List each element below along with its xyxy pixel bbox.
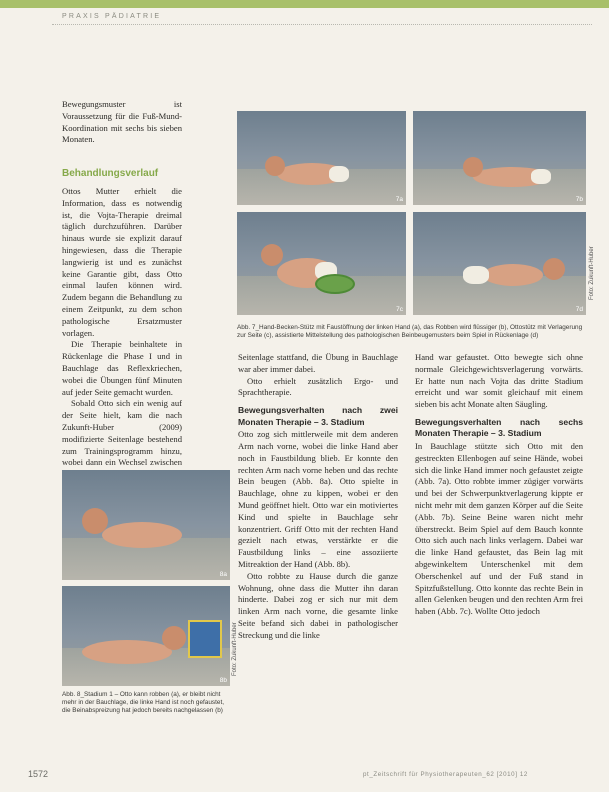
- paragraph: Die Therapie beinhaltete in Rückenlage die Phase I und in Bauchlage das Reflexkriechen, wobei die Übungen fünf Minuten auf jeder Seite gemacht wurden.: [62, 339, 182, 397]
- figure-label: 7c: [396, 306, 403, 313]
- header-divider: [52, 24, 592, 25]
- figure-7-caption: Abb. 7_Hand-Becken-Stütz mit Faustöffnung der linken Hand (a), das Robben wird flüssiger (b), Ottostütz mit Verlagerung zur Seite (c), assistierte Mittelstellung des pathologischen Beinbeugemusters beim Spiel in Rückenlage (d): [237, 324, 583, 340]
- paragraph: Hand war gefaustet. Otto bewegte sich ohne normale Gleichgewichtsverlagerung vorwärts. Er hatte nun nach Vojta das dritte Stadium erreicht und war somit gleichauf mit einem sieben bis acht Monate alten Säugling.: [415, 352, 583, 410]
- paragraph: Seitenlage stattfand, die Übung in Bauchlage war aber immer dabei.: [238, 352, 398, 374]
- figure-7c-photo: [237, 212, 406, 315]
- header-accent-bar: [0, 0, 609, 8]
- page-number: 1572: [28, 769, 49, 779]
- figure-label: 7d: [575, 306, 583, 313]
- section-label: PRAXIS PÄDIATRIE: [62, 13, 162, 20]
- paragraph: Sobald Otto sich ein wenig auf der Seite hielt, kam die nach Zukunft-Huber (2009) modifizierte Seitenlage bestehend zum Trainingsprogramm hinzu, wobei dann ein Wechsel zwischen: [62, 398, 182, 468]
- paragraph: In Bauchlage stützte sich Otto mit den gestreckten Ellenbogen auf seine Hände, wobei sich die linke Hand immer noch gefaustet zeigte (Abb. 7a). Otto robbte immer zügiger vorwärts und bei der Schwerpunktverlagerung kippte er nicht mehr mit dem ganzen Körper auf die Seite (Abb. 7b). Seine Beine waren nicht mehr überstreckt. Beim Spiel auf dem Bauch konnte Otto sich auch nach links verlagern. Dabei war die linke Hand gefaustet, das Bein lag mit abgewinkeltem Unterschenkel mit dem Oberschenkel auf und der Fuß stand in Spitzfußstellung. Otto konnte das rechte Bein in allen Gelenken beugen und den rechten Arm frei haben (Abb. 7c). Wollte Otto jedoch: [415, 440, 583, 617]
- figure-label: 7b: [575, 196, 583, 203]
- intro-text: [62, 99, 182, 146]
- figure-7a-photo: [237, 111, 406, 205]
- figure-8-caption: Abb. 8_Stadium 1 – Otto kann robben (a), er bleibt nicht mehr in der Bauchlage, die linke Hand ist noch gefaustet, die Beinabspreizung hat jedoch bereits nachgelassen (b): [62, 691, 224, 715]
- paragraph: Otto robbte zu Hause durch die ganze Wohnung, ohne dass die Mutter ihn daran hinderte. Dabei zog er sich nur mit dem linken Arm nach vorne, die gesamte linke Seite befand sich dabei in pathologischer Streckung und die linke: [238, 570, 398, 640]
- figure-8a-photo: [62, 470, 230, 580]
- section-heading-six-months: Bewegungsverhalten nach sechs Monaten Therapie – 3. Stadium: [415, 416, 583, 439]
- figure-label: 8a: [219, 571, 227, 578]
- intro-paragraph: Bewegungsmuster ist Voraussetzung für die Fuß-Mund-Koordination mit sechs bis sieben Monaten.: [62, 99, 182, 145]
- section-heading-two-months: Bewegungsverhalten nach zwei Monaten Therapie – 3. Stadium: [238, 405, 398, 427]
- col2-body: [238, 352, 398, 642]
- section-heading-treatment: Behandlungsverlauf: [62, 168, 159, 179]
- journal-footer: pt_Zeitschrift für Physiotherapeuten_62 [2010] 12: [363, 771, 528, 778]
- paragraph: Otto zog sich mittlerweile mit dem anderen Arm nach vorne, wobei die linke Hand aber noch in Faustbildung blieb. Er konnte den rechten Arm nach vorne heben und das rechte Bein beugen (Abb. 8a). Otto spielte in Bauchlage, ohne zu kippen, wobei er den Mund geöffnet hielt. Otto war ein motiviertes Kind und spielte in Bauchlage sehr konzentriert. Griff Otto mit der rechten Hand gezielt nach etwas, verstärkte er die Faustbildung links – eine assoziierte Mitreaktion der Hand (Abb. 8b).: [238, 429, 398, 569]
- figure-8b-photo: [62, 586, 230, 686]
- photo-credit: Foto: Zukunft-Huber: [589, 246, 595, 300]
- figure-label: 8b: [219, 677, 227, 684]
- paragraph: Otto erhielt zusätzlich Ergo- und Sprachtherapie.: [238, 375, 398, 398]
- figure-7d-photo: [413, 212, 586, 315]
- figure-label: 7a: [395, 196, 403, 203]
- photo-credit: Foto: Zukunft-Huber: [232, 622, 238, 676]
- col3-body: [415, 352, 583, 618]
- paragraph: Ottos Mutter erhielt die Information, dass es notwendig ist, die Vojta-Therapie dreimal täglich durchzuführen. Darüber hinaus wurde sie explizit darauf hingewiesen, dass die Therapie langwierig ist und es zunächst keine Garantie gibt, dass Otto einmal laufen können wird. Zudem begann die Behandlung zu einem Zeitpunkt, zu dem schon pathologische Ersatzmuster vorlagen.: [62, 186, 182, 338]
- col1-body: [62, 186, 182, 481]
- figure-7b-photo: [413, 111, 586, 205]
